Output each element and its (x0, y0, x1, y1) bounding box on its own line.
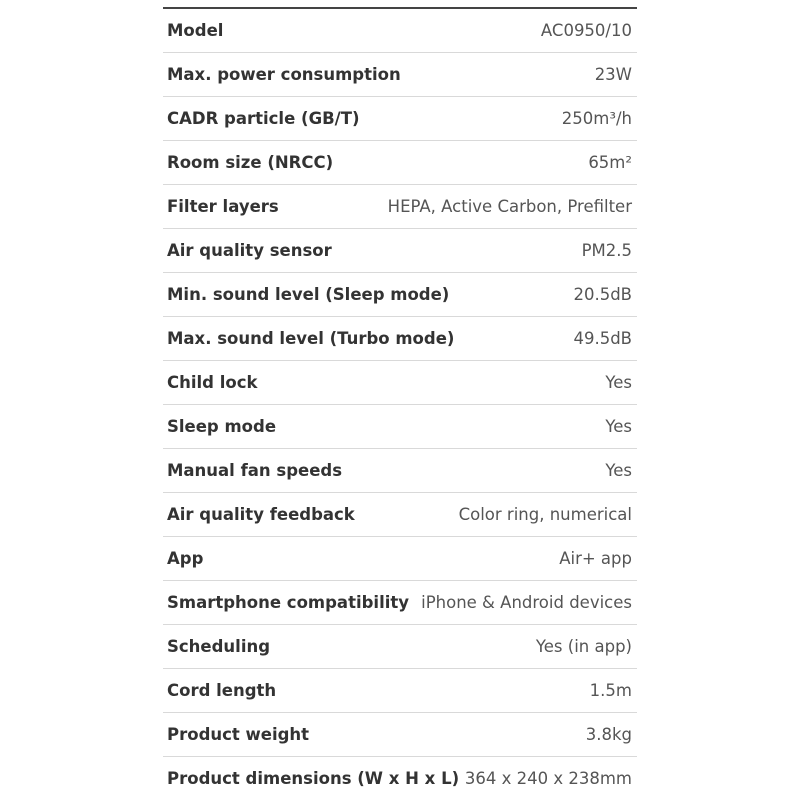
spec-row-power (163, 53, 637, 97)
spec-label: CADR particle (GB/T) (167, 109, 360, 128)
spec-value: 1.5m (589, 681, 632, 700)
spec-value: 23W (594, 65, 632, 84)
spec-value: HEPA, Active Carbon, Prefilter (387, 197, 632, 216)
spec-value: 250m³/h (561, 109, 632, 128)
spec-value: Color ring, numerical (458, 505, 632, 524)
spec-row-model (163, 9, 637, 53)
spec-value: iPhone & Android devices (421, 593, 632, 612)
spec-row-room-size (163, 141, 637, 185)
spec-row-filter-layers (163, 185, 637, 229)
spec-value: 49.5dB (573, 329, 632, 348)
spec-value: Yes (605, 373, 632, 392)
spec-label: Cord length (167, 681, 277, 700)
spec-value: Air+ app (559, 549, 632, 568)
spec-label: Max. power consumption (167, 65, 401, 84)
spec-label: Filter layers (167, 197, 279, 216)
spec-row-app (163, 537, 637, 581)
spec-label: Smartphone compatibility (167, 593, 410, 612)
spec-table (163, 7, 637, 800)
spec-row-sensor (163, 229, 637, 273)
spec-value: 65m² (588, 153, 632, 172)
spec-label: Product weight (167, 725, 310, 744)
spec-label: Min. sound level (Sleep mode) (167, 285, 450, 304)
spec-row-feedback (163, 493, 637, 537)
spec-row-fan-speeds (163, 449, 637, 493)
spec-row-cadr (163, 97, 637, 141)
spec-value: Yes (605, 417, 632, 436)
spec-row-smartphone (163, 581, 637, 625)
spec-row-child-lock (163, 361, 637, 405)
spec-label: Child lock (167, 373, 258, 392)
spec-row-sleep-mode (163, 405, 637, 449)
spec-label: Sleep mode (167, 417, 277, 436)
spec-value: Yes (605, 461, 632, 480)
spec-row-min-sound (163, 273, 637, 317)
spec-value: PM2.5 (581, 241, 632, 260)
spec-value: 364 x 240 x 238mm (464, 769, 632, 788)
spec-value: Yes (in app) (535, 637, 632, 656)
spec-label: Air quality sensor (167, 241, 332, 260)
spec-value: 3.8kg (585, 725, 632, 744)
spec-label: Model (167, 21, 224, 40)
spec-label: Scheduling (167, 637, 271, 656)
spec-label: Product dimensions (W x H x L) (167, 769, 460, 788)
spec-label: App (167, 549, 204, 568)
spec-row-weight (163, 713, 637, 757)
spec-label: Manual fan speeds (167, 461, 343, 480)
spec-row-cord-length (163, 669, 637, 713)
spec-row-dimensions (163, 757, 637, 800)
spec-value: 20.5dB (573, 285, 632, 304)
spec-row-scheduling (163, 625, 637, 669)
spec-label: Room size (NRCC) (167, 153, 334, 172)
spec-label: Air quality feedback (167, 505, 355, 524)
spec-row-max-sound (163, 317, 637, 361)
spec-label: Max. sound level (Turbo mode) (167, 329, 455, 348)
spec-value: AC0950/10 (540, 21, 632, 40)
